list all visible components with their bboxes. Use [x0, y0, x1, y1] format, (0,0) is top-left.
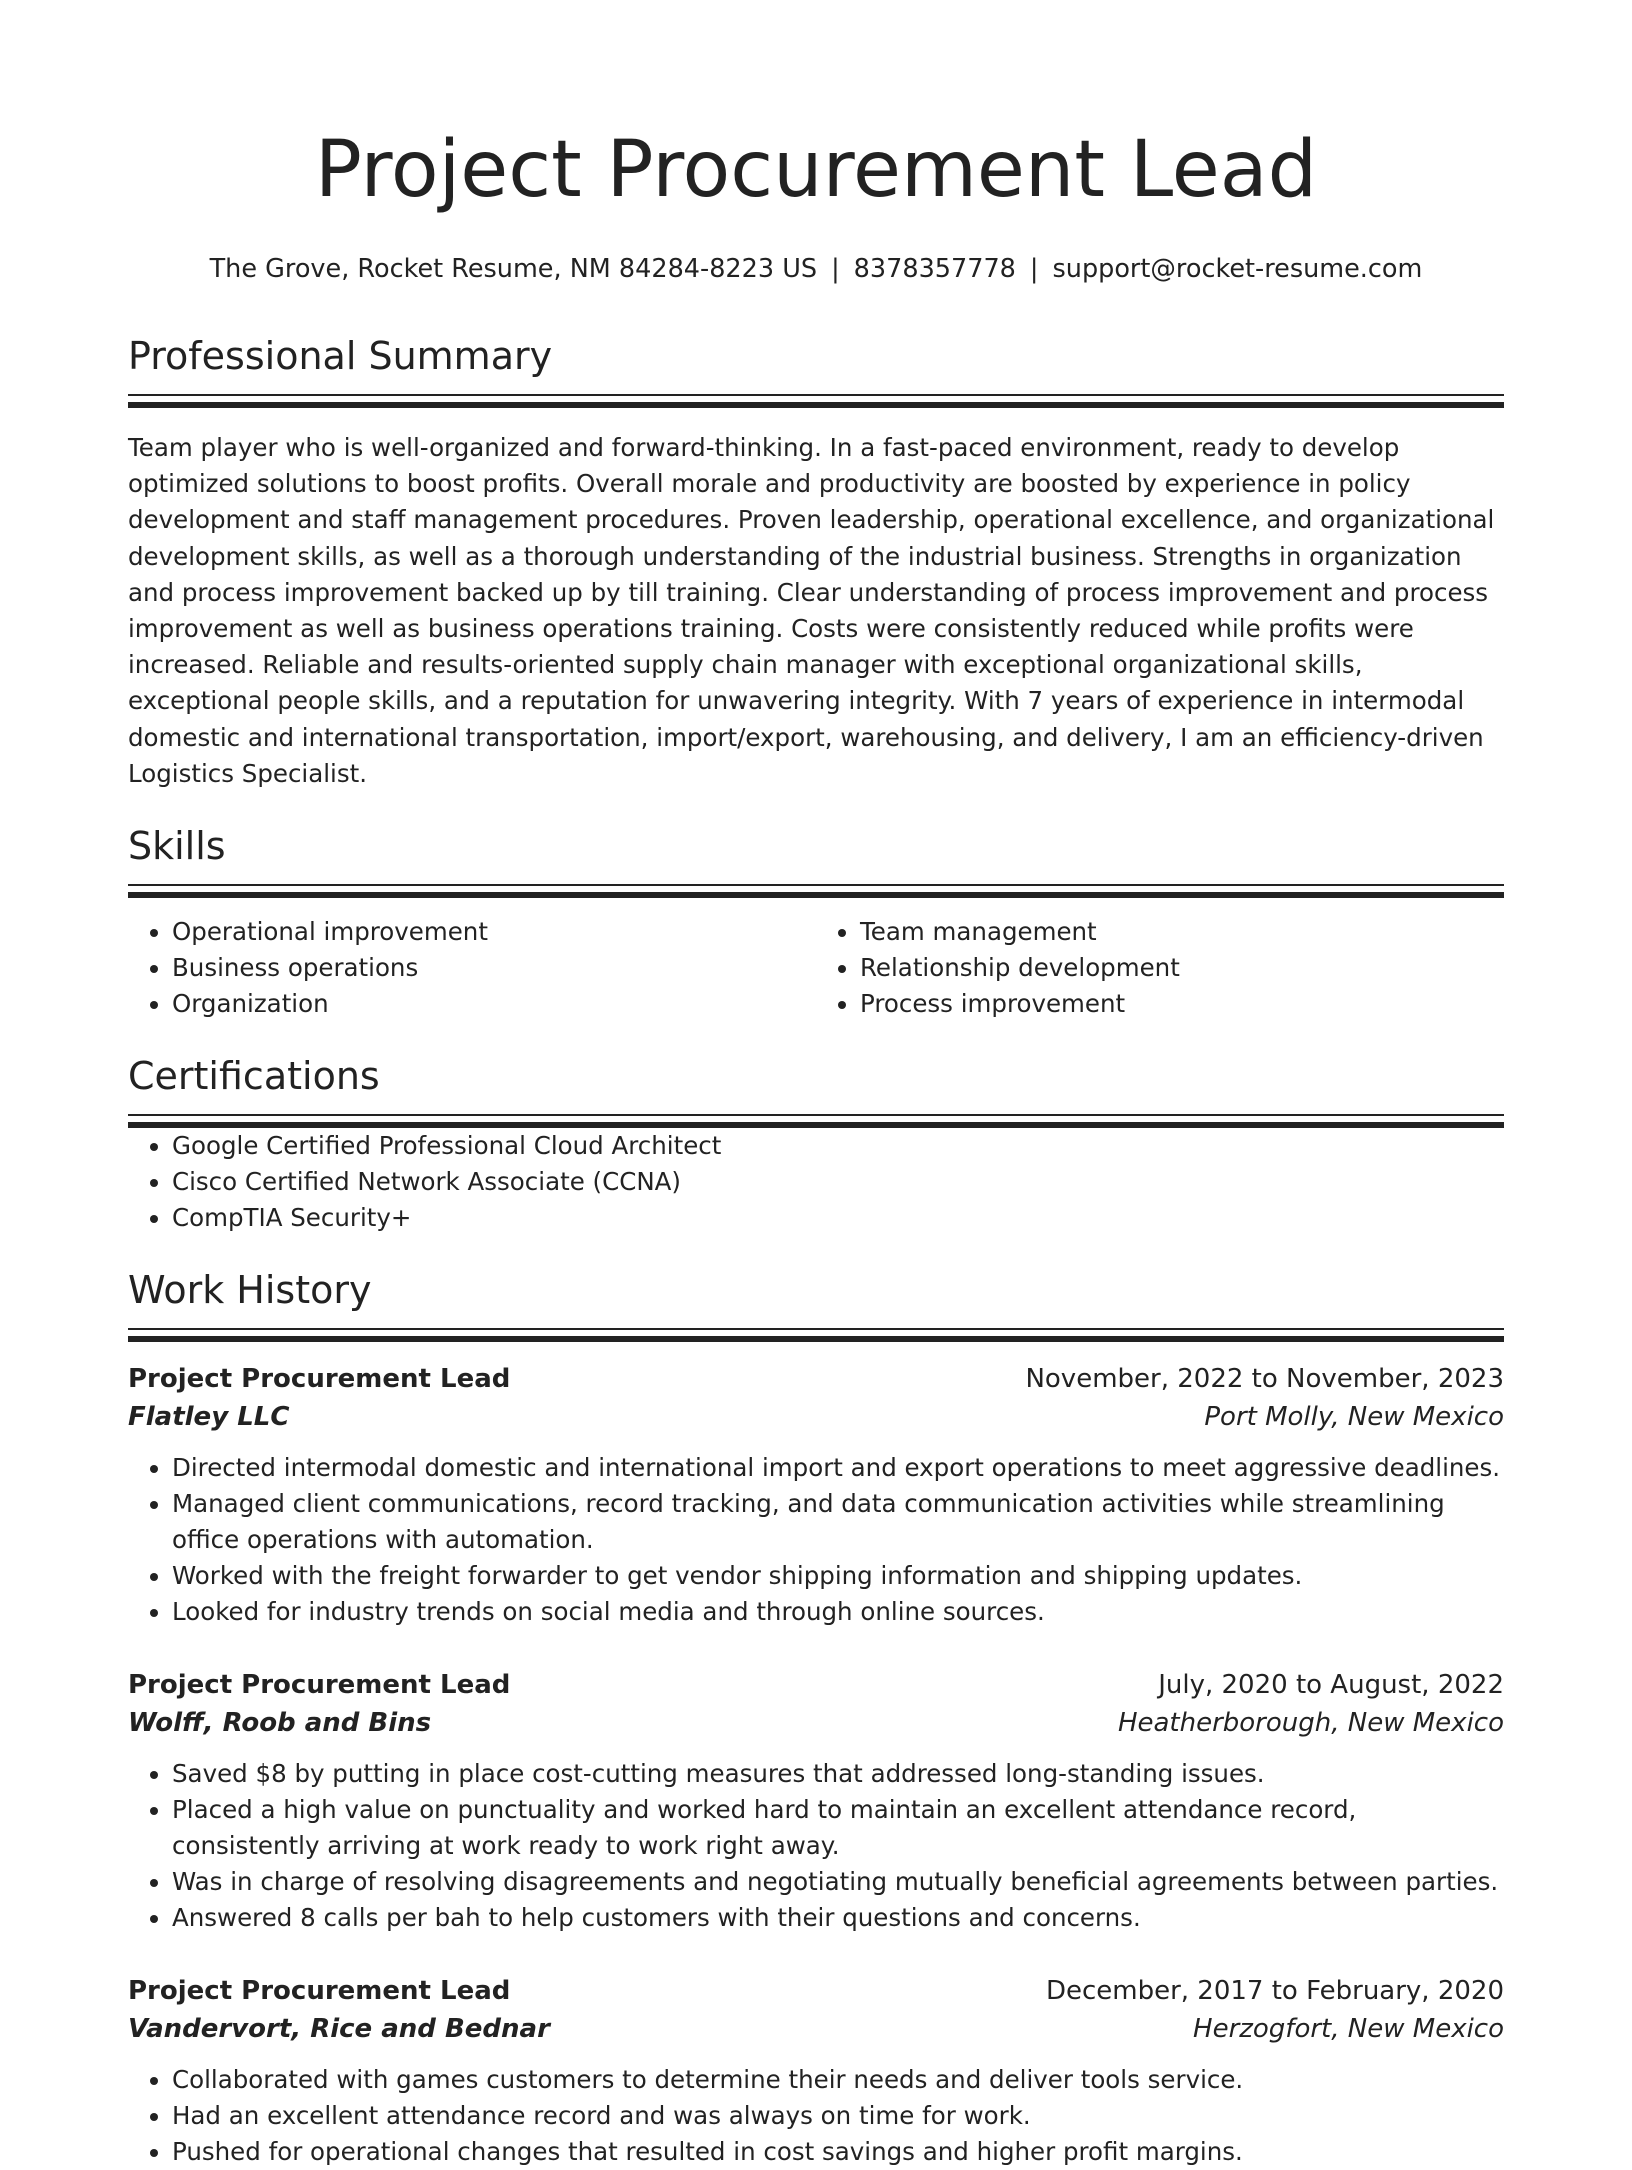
job-subheader [128, 1704, 1504, 1742]
job-subheader [128, 1398, 1504, 1436]
job-entry [128, 1666, 1504, 1936]
job-bullet: • Directed intermodal domestic and international import and export operations to meet aggressive deadlines. [172, 1450, 1504, 1486]
summary-text: Team player who is well-organized and forward-thinking. In a fast-paced environment, ready to develop optimized solutions to boost profits. Overall morale and productivity are boosted by experience in policy development and staff management procedures. Proven leadership, operational excellence, and organizational development skills, as well as a thorough understanding of the industrial business. Strengths in organization and process improvement backed up by till training. Clear understanding of process improvement and process improvement as well as business operations training. Costs were consistently reduced while profits were increased. Reliable and results-oriented supply chain manager with exceptional organizational skills, exceptional people skills, and a reputation for unwavering integrity. With 7 years of experience in intermodal domestic and international transportation, import/export, warehousing, and delivery, I am an efficiency-driven Logistics Specialist. [128, 433, 1495, 788]
certifications-section [128, 1052, 1504, 1236]
skills-grid [128, 914, 1504, 1022]
contact-phone: 8378357778 [853, 254, 1016, 284]
job-bullet: • Had an excellent attendance record and was always on time for work. [172, 2098, 1504, 2134]
job-bullet: • Managed client communications, record tracking, and data communication activities while streamlining office operations with automation. [172, 1486, 1504, 1558]
job-subheader [128, 2010, 1504, 2048]
certifications-heading: Certifications [128, 1054, 380, 1099]
job-company: Flatley LLC [128, 1402, 290, 1433]
contact-line [128, 252, 1504, 286]
skills-section [128, 822, 1504, 1022]
job-bullet: • Saved $8 by putting in place cost-cutting measures that addressed long-standing issues. [172, 1756, 1504, 1792]
job-title: Project Procurement Lead [128, 1670, 511, 1701]
job-entry [128, 1360, 1504, 1630]
job-bullets [128, 1450, 1504, 1630]
certification-item: • Cisco Certified Network Associate (CCNA) [172, 1164, 1504, 1200]
job-dates: July, 2020 to August, 2022 [1158, 1670, 1504, 1701]
summary-section [128, 332, 1504, 792]
job-location: Herzogfort, New Mexico [1193, 2014, 1504, 2045]
job-bullet: • Placed a high value on punctuality and worked hard to maintain an excellent attendance record, consistently arriving at work ready to work right away. [172, 1792, 1504, 1864]
job-title: Project Procurement Lead [128, 1364, 511, 1395]
job-title: Project Procurement Lead [128, 1976, 511, 2007]
contact-address: The Grove, Rocket Resume, NM 84284-8223 US [209, 254, 818, 284]
skill-item: • Process improvement [860, 986, 1504, 1022]
skills-heading: Skills [128, 824, 226, 869]
contact-separator: | [1029, 254, 1039, 284]
job-header [128, 1972, 1504, 2010]
section-divider [128, 394, 1504, 408]
skill-item: • Operational improvement [172, 914, 816, 950]
certification-item: • Google Certified Professional Cloud Architect [172, 1128, 1504, 1164]
job-bullet: • Looked for industry trends on social media and through online sources. [172, 1594, 1504, 1630]
section-divider [128, 1114, 1504, 1128]
job-header [128, 1666, 1504, 1704]
section-divider [128, 884, 1504, 898]
job-bullet: • Collaborated with games customers to determine their needs and deliver tools service. [172, 2062, 1504, 2098]
certifications-list [128, 1128, 1504, 1236]
skills-list-left [128, 914, 816, 1022]
job-bullet: • Pushed for operational changes that resulted in cost savings and higher profit margins. [172, 2134, 1504, 2170]
job-bullets [128, 1756, 1504, 1936]
work-history-section [128, 1266, 1504, 2170]
skill-item: • Organization [172, 986, 816, 1022]
skill-item: • Team management [860, 914, 1504, 950]
contact-email: support@rocket-resume.com [1052, 254, 1423, 284]
job-bullet: • Was in charge of resolving disagreements and negotiating mutually beneficial agreements between parties. [172, 1864, 1504, 1900]
certification-item: • CompTIA Security+ [172, 1200, 1504, 1236]
summary-heading: Professional Summary [128, 334, 553, 378]
job-bullet: • Answered 8 calls per bah to help customers with their questions and concerns. [172, 1900, 1504, 1936]
work-history-heading: Work History [128, 1268, 372, 1313]
skills-list-right [816, 914, 1504, 1022]
job-location: Port Molly, New Mexico [1204, 1402, 1504, 1433]
job-entry [128, 1972, 1504, 2170]
contact-separator: | [831, 254, 840, 284]
job-header [128, 1360, 1504, 1398]
skill-item: • Relationship development [860, 950, 1504, 986]
job-dates: December, 2017 to February, 2020 [1045, 1976, 1504, 2007]
job-bullets [128, 2062, 1504, 2170]
job-bullet: • Worked with the freight forwarder to get vendor shipping information and shipping updates. [172, 1558, 1504, 1594]
skill-item: • Business operations [172, 950, 816, 986]
job-company: Wolff, Roob and Bins [128, 1708, 432, 1739]
job-dates: November, 2022 to November, 2023 [1025, 1364, 1504, 1395]
job-company: Vandervort, Rice and Bednar [128, 2014, 550, 2045]
section-divider [128, 1328, 1504, 1342]
resume-name: Project Procurement Lead [314, 125, 1318, 215]
job-location: Heatherborough, New Mexico [1117, 1708, 1504, 1739]
